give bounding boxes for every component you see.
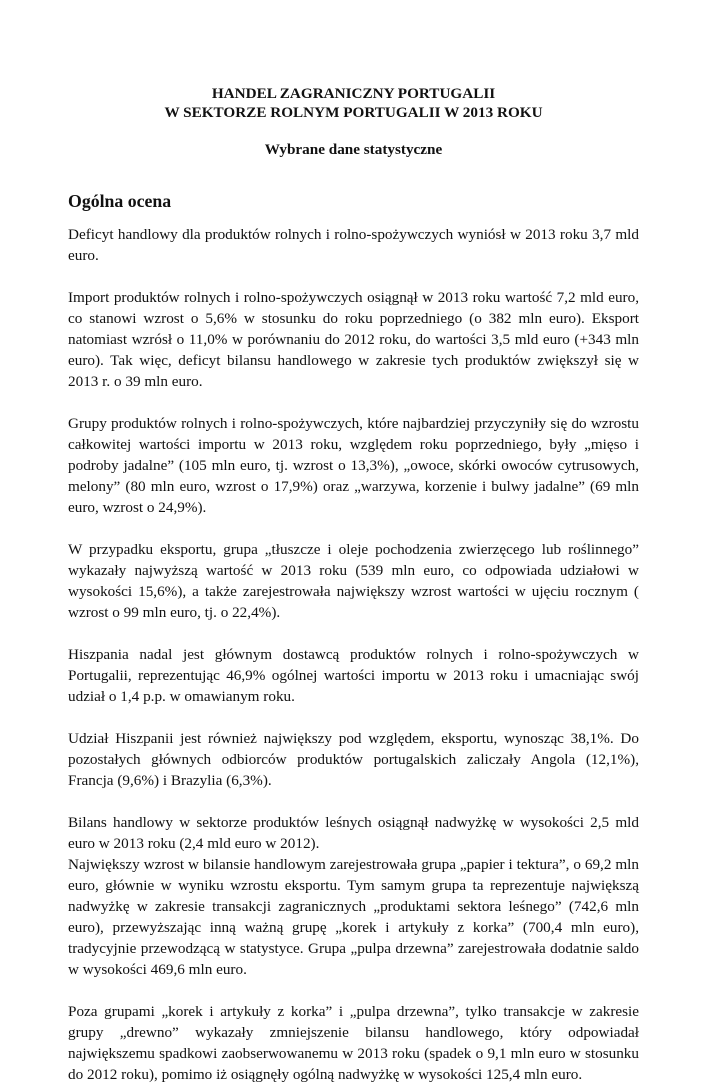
section-heading: Ogólna ocena xyxy=(68,191,172,211)
document-subtitle: Wybrane dane statystyczne xyxy=(264,141,443,158)
document-title xyxy=(68,84,639,122)
title-line-2: W SEKTORZE ROLNYM PORTUGALII W 2013 ROKU xyxy=(164,104,543,121)
paragraph-trade-deficit: Deficyt handlowy dla produktów rolnych i rolno-spożywczych wyniósł w 2013 roku 3,7 mld euro. xyxy=(68,226,639,264)
paragraph-spain-supplier: Hiszpania nadal jest głównym dostawcą produktów rolnych i rolno-spożywczych w Portugalii, reprezentując 46,9% ogólnej wartości importu w 2013 roku i umacniając swój udział o 1,4 p.p. w omawianym roku. xyxy=(68,646,639,705)
document-body xyxy=(68,84,639,1085)
title-line-1: HANDEL ZAGRANICZNY PORTUGALII xyxy=(211,85,496,102)
paragraph-export-groups: W przypadku eksportu, grupa „tłuszcze i oleje pochodzenia zwierzęcego lub roślinnego” wykazały najwyższą wartość w 2013 roku (539 mln euro, co odpowiada udziałowi w wysokości 15,6%), a także zarejestrowała największy wzrost wartości w ujęciu rocznym ( wzrost o 99 mln euro, tj. o 22,4%). xyxy=(68,541,639,621)
paragraph-import-export: Import produktów rolnych i rolno-spożywczych osiągnął w 2013 roku wartość 7,2 mld euro, co stanowi wzrost o 5,6% w stosunku do roku poprzedniego (o 382 mln euro). Eksport natomiast wzrósł o 11,0% w porównaniu do 2012 roku, do wartości 3,5 mld euro (+343 mln euro). Tak więc, deficyt bilansu handlowego w zakresie tych produktów zwiększył się w 2013 r. o 39 mln euro. xyxy=(68,289,639,390)
paragraph-spain-export: Udział Hiszpanii jest również największy pod względem, eksportu, wynosząc 38,1%. Do pozostałych głównych odbiorców produktów portugalskich zaliczały Angola (12,1%), Francja (9,6%) i Brazylia (6,3%). xyxy=(68,730,639,789)
paragraph-import-groups: Grupy produktów rolnych i rolno-spożywczych, które najbardziej przyczyniły się do wzrostu całkowitej wartości importu w 2013 roku, względem roku poprzedniego, były „mięso i podroby jadalne” (105 mln euro, tj. wzrost o 13,3%), „owoce, skórki owoców cytrusowych, melony” (80 mln euro, wzrost o 17,9%) oraz „warzywa, korzenie i bulwy jadalne” (69 mln euro, wzrost o 24,9%). xyxy=(68,415,639,516)
paragraph-paper-cardboard: Największy wzrost w bilansie handlowym zarejestrowała grupa „papier i tektura”, o 69,2 mln euro, głównie w wyniku wzrostu eksportu. Tym samym grupa ta reprezentuje największą nadwyżkę w zakresie transakcji zagranicznych „produktami sektora leśnego” (742,6 mln euro), przewyższając inną ważną grupę „korek i artykuły z korka” (700,4 mln euro), tradycyjnie przewodzącą w statystyce. Grupa „pulpa drzewna” zarejestrowała dodatnie saldo w wysokości 469,6 mln euro. xyxy=(68,856,639,978)
paragraph-forest-balance: Bilans handlowy w sektorze produktów leśnych osiągnął nadwyżkę w wysokości 2,5 mld euro w 2013 roku (2,4 mld euro w 2012). xyxy=(68,814,639,852)
paragraph-wood-group: Poza grupami „korek i artykuły z korka” i „pulpa drzewna”, tylko transakcje w zakresie grupy „drewno” wykazały zmniejszenie bilansu handlowego, który odpowiadał największemu spadkowi zaobserwowanemu w 2013 roku (spadek o 9,1 mln euro w stosunku do 2012 roku), pomimo iż osiągnęły ogólną nadwyżkę w wysokości 125,4 mln euro. xyxy=(68,1003,639,1083)
